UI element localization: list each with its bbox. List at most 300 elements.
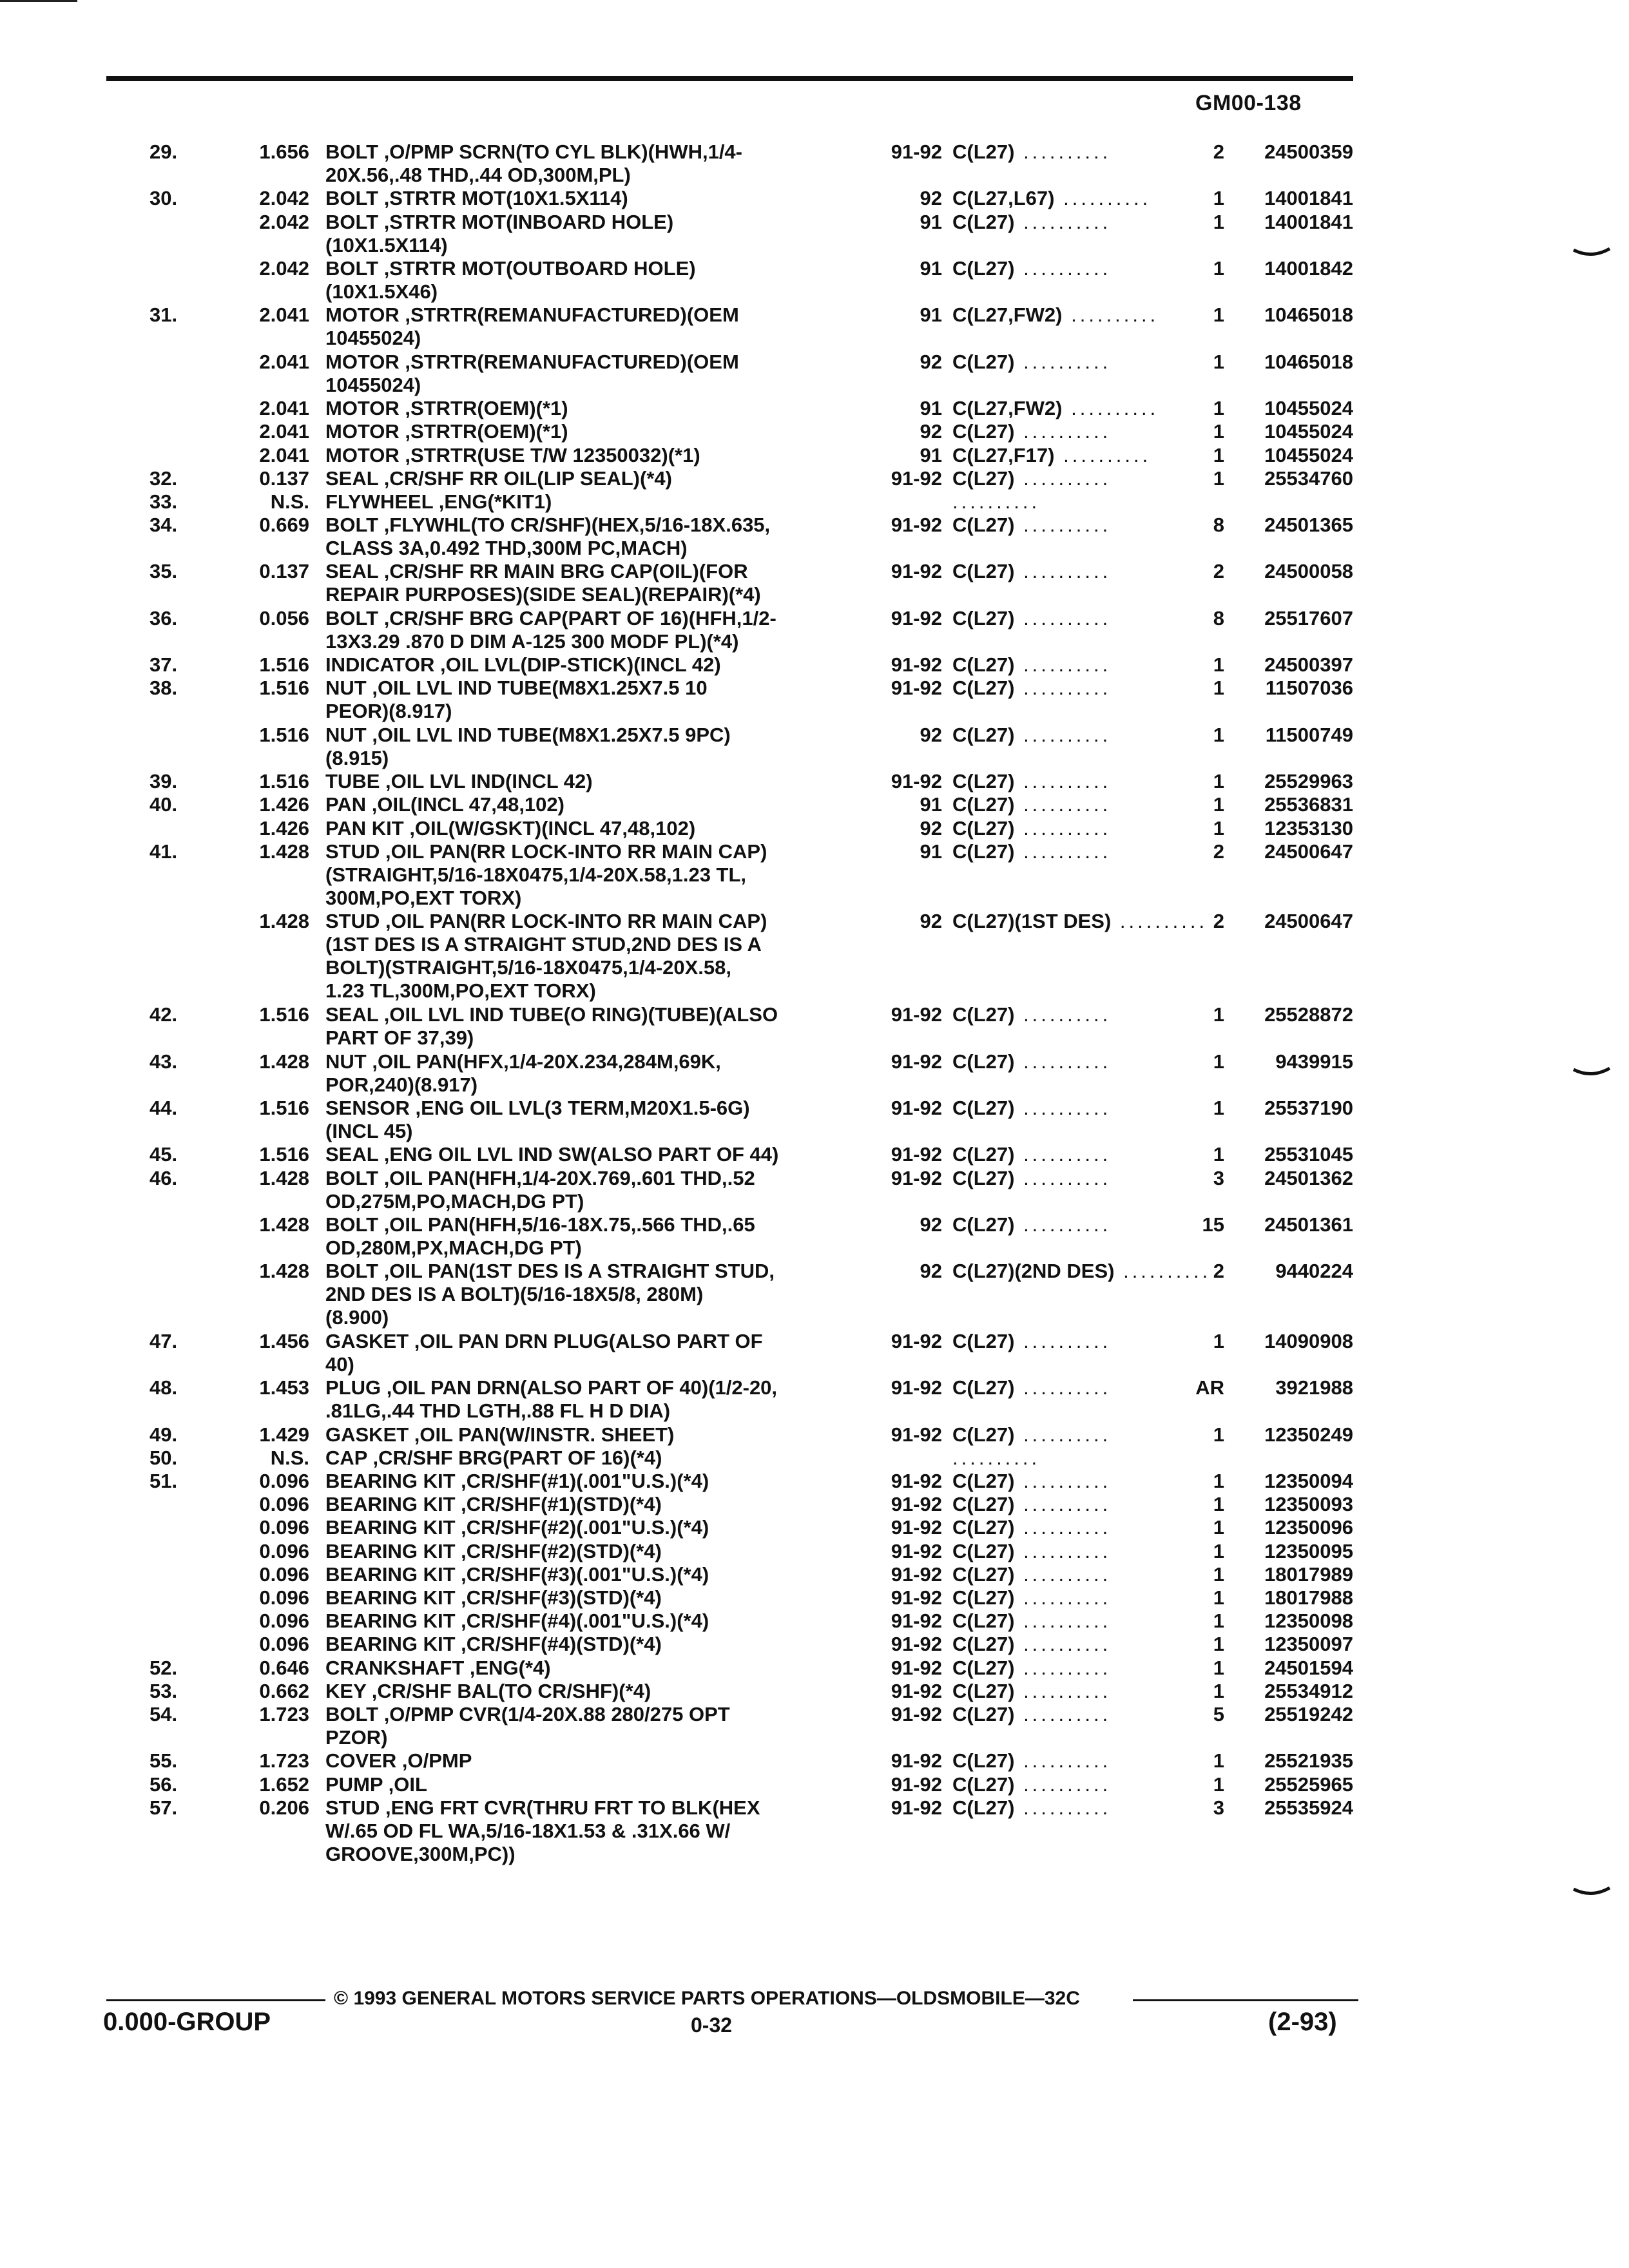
body-code — [952, 1493, 1111, 1516]
leader-dots: .......... — [1014, 1679, 1112, 1702]
body-code-text: C(L27,L67) — [952, 187, 1055, 210]
part-name: TUBE — [325, 770, 380, 793]
part-number: 24500058 — [1264, 560, 1353, 583]
body-code-text: C(L27) — [952, 1656, 1015, 1679]
body-code — [952, 1143, 1111, 1166]
group-number: 1.428 — [259, 910, 309, 933]
part-row — [0, 817, 1629, 840]
part-row — [0, 1143, 1629, 1166]
leader-dots: .......... — [1014, 1516, 1112, 1539]
part-detail: ,ENG(*4) — [464, 1656, 551, 1679]
part-number: 25528872 — [1264, 1003, 1353, 1026]
part-number: 25521935 — [1264, 1749, 1353, 1773]
model-year: 91-92 — [891, 1796, 942, 1819]
group-number: 1.516 — [259, 653, 309, 677]
body-code — [952, 1003, 1111, 1026]
body-code — [952, 1470, 1111, 1493]
part-detail: ,CR/SHF RR MAIN BRG CAP(OIL)(FOR — [378, 560, 748, 583]
part-detail: ,OIL PAN DRN(ALSO PART OF 40)(1/2-20, — [381, 1376, 778, 1399]
quantity: 1 — [1213, 256, 1224, 280]
part-name: MOTOR — [325, 303, 400, 327]
part-row — [0, 1540, 1629, 1563]
leader-dots: .......... — [1014, 1796, 1112, 1819]
model-year: 91-92 — [891, 1003, 942, 1026]
quantity: 2 — [1213, 910, 1224, 933]
body-code — [952, 1586, 1111, 1610]
part-description — [325, 467, 860, 490]
body-code — [952, 770, 1111, 793]
part-row — [0, 351, 1629, 397]
part-detail: ,OIL PAN(W/INSTR. SHEET) — [409, 1423, 675, 1446]
leader-dots: .......... — [1014, 1096, 1112, 1119]
ref-number: 53. — [149, 1679, 178, 1702]
part-number: 25519242 — [1264, 1702, 1353, 1725]
part-number: 18017988 — [1264, 1586, 1353, 1609]
part-number: 25534912 — [1264, 1679, 1353, 1702]
model-year: 91-92 — [891, 1749, 942, 1773]
group-number: 0.206 — [259, 1796, 309, 1819]
part-detail-continued: (10X1.5X46) — [325, 280, 438, 303]
body-code-text: C(L27) — [952, 350, 1015, 373]
part-description — [325, 1633, 860, 1656]
body-code-text: C(L27) — [952, 1096, 1015, 1119]
body-code-text: C(L27,F17) — [952, 443, 1055, 466]
model-year: 91-92 — [891, 140, 942, 163]
quantity: 1 — [1213, 1562, 1224, 1586]
part-detail: ,OIL(INCL 47,48,102) — [366, 793, 564, 816]
group-number: 0.096 — [259, 1610, 309, 1633]
part-row — [0, 1633, 1629, 1656]
part-name: BEARING KIT — [325, 1562, 456, 1586]
part-row — [0, 444, 1629, 467]
part-description — [325, 1143, 860, 1166]
leader-dots: .......... — [1014, 653, 1112, 677]
body-code — [952, 1516, 1111, 1539]
quantity: 1 — [1213, 770, 1224, 793]
quantity: 1 — [1213, 303, 1224, 327]
part-number: 10465018 — [1264, 303, 1353, 327]
part-detail-continued: (1ST DES IS A STRAIGHT STUD,2ND DES IS A — [325, 933, 762, 956]
quantity: 1 — [1213, 1329, 1224, 1352]
quantity: 1 — [1213, 350, 1224, 373]
body-code — [952, 1167, 1111, 1190]
group-number: 1.456 — [259, 1329, 309, 1352]
group-number: 1.652 — [259, 1773, 309, 1796]
group-number: 2.041 — [259, 397, 309, 420]
part-detail: ,O/PMP CVR(1/4-20X.88 280/275 OPT — [378, 1702, 730, 1725]
copyright-line: © 1993 GENERAL MOTORS SERVICE PARTS OPERATIONS—OLDSMOBILE—32C — [334, 1988, 1080, 2009]
leader-dots: .......... — [1014, 677, 1112, 700]
leader-dots: .......... — [1014, 1423, 1112, 1446]
group-label: 0.000-GROUP — [103, 2008, 271, 2036]
part-detail: ,CR/SHF(#1)(.001"U.S.)(*4) — [455, 1470, 709, 1493]
part-row — [0, 724, 1629, 770]
group-number: 0.096 — [259, 1539, 309, 1562]
part-detail: ,STRTR MOT(OUTBOARD HOLE) — [378, 256, 696, 280]
part-name: MOTOR — [325, 443, 400, 466]
group-number: 0.056 — [259, 606, 309, 629]
part-number: 9440224 — [1275, 1260, 1353, 1283]
leader-dots: .......... — [1062, 303, 1159, 327]
group-number: 0.096 — [259, 1633, 309, 1656]
group-number: 2.041 — [259, 303, 309, 327]
quantity: 1 — [1213, 816, 1224, 840]
body-code — [952, 677, 1111, 700]
part-detail: ,ENG OIL LVL(3 TERM,M20X1.5-6G) — [409, 1096, 750, 1119]
leader-dots: .......... — [1062, 397, 1159, 420]
part-number: 12350249 — [1264, 1423, 1353, 1446]
body-code — [952, 1540, 1111, 1563]
part-detail: ,ENG OIL LVL IND SW(ALSO PART OF 44) — [378, 1143, 779, 1166]
part-detail-continued: BOLT)(STRAIGHT,5/16-18X0475,1/4-20X.58, — [325, 956, 732, 979]
part-number: 10455024 — [1264, 397, 1353, 420]
part-detail: ,FLYWHL(TO CR/SHF)(HEX,5/16-18X.635, — [378, 514, 771, 537]
quantity: 1 — [1213, 1610, 1224, 1633]
part-description — [325, 1563, 860, 1586]
body-code — [952, 560, 1111, 583]
part-name: BOLT — [325, 514, 379, 537]
part-row — [0, 1446, 1629, 1470]
part-name: CAP — [325, 1446, 367, 1469]
leader-dots: .......... — [1014, 140, 1112, 163]
body-code — [952, 514, 1111, 537]
leader-dots: .......... — [1014, 1539, 1112, 1562]
model-year: 91-92 — [891, 1376, 942, 1399]
body-code — [952, 444, 1151, 467]
ref-number: 35. — [149, 560, 178, 583]
part-row — [0, 1050, 1629, 1097]
body-code — [952, 1213, 1111, 1236]
body-code — [952, 1703, 1111, 1726]
ref-number: 56. — [149, 1773, 178, 1796]
part-row — [0, 1330, 1629, 1376]
part-number: 9439915 — [1275, 1050, 1353, 1073]
part-description — [325, 444, 860, 467]
body-code — [952, 1097, 1111, 1120]
part-number: 25536831 — [1264, 793, 1353, 816]
part-description — [325, 397, 860, 420]
model-year: 92 — [920, 910, 942, 933]
part-row — [0, 793, 1629, 816]
part-detail: ,OIL PAN(1ST DES IS A STRAIGHT STUD, — [378, 1260, 775, 1283]
body-code — [952, 653, 1111, 677]
part-row — [0, 1213, 1629, 1260]
part-detail-continued: OD,280M,PX,MACH,DG PT) — [325, 1236, 582, 1259]
part-number: 11507036 — [1265, 677, 1353, 700]
part-description — [325, 724, 860, 770]
part-number: 14001841 — [1264, 210, 1353, 233]
part-row — [0, 140, 1629, 187]
model-year: 91-92 — [891, 1516, 942, 1539]
body-code-text: C(L27) — [952, 723, 1015, 746]
part-name: SEAL — [325, 466, 379, 490]
part-row — [0, 1749, 1629, 1773]
part-row — [0, 1423, 1629, 1446]
model-year: 91-92 — [891, 1096, 942, 1119]
part-description — [325, 514, 860, 560]
part-row — [0, 420, 1629, 443]
body-code — [952, 467, 1111, 490]
body-code — [952, 724, 1111, 747]
part-row — [0, 840, 1629, 910]
part-description — [325, 1703, 860, 1749]
group-number: 1.516 — [259, 1003, 309, 1026]
part-description — [325, 607, 860, 653]
part-detail: ,O/PMP — [396, 1749, 472, 1773]
part-description — [325, 1330, 860, 1376]
group-number: 1.656 — [259, 140, 309, 163]
part-row — [0, 560, 1629, 606]
group-number: 0.669 — [259, 514, 309, 537]
part-description — [325, 420, 860, 443]
quantity: 1 — [1213, 1656, 1224, 1679]
part-detail: ,OIL LVL IND TUBE(M8X1.25X7.5 10 — [366, 677, 708, 700]
part-detail: ,CR/SHF(#3)(.001"U.S.)(*4) — [455, 1562, 709, 1586]
part-description — [325, 1260, 860, 1329]
group-number: 2.042 — [259, 256, 309, 280]
part-description — [325, 770, 860, 793]
body-code-text: C(L27) — [952, 1470, 1015, 1493]
part-description — [325, 351, 860, 397]
part-description — [325, 303, 860, 350]
group-number: 0.096 — [259, 1470, 309, 1493]
part-row — [0, 490, 1629, 514]
group-number: 0.096 — [259, 1562, 309, 1586]
leader-dots: .......... — [1014, 1143, 1112, 1166]
quantity: 1 — [1213, 210, 1224, 233]
part-number: 14001841 — [1264, 187, 1353, 210]
part-detail-continued: (8.915) — [325, 746, 389, 769]
part-description — [325, 1213, 860, 1260]
part-detail: ,ENG(*KIT1) — [433, 490, 552, 513]
part-number: 12350096 — [1264, 1516, 1353, 1539]
part-detail-continued: W/.65 OD FL WA,5/16-18X1.53 & .31X.66 W/ — [325, 1819, 731, 1842]
ref-number: 44. — [149, 1096, 178, 1119]
model-year: 91 — [920, 443, 942, 466]
leader-dots: .......... — [952, 1446, 1041, 1469]
body-code-text: C(L27) — [952, 1679, 1015, 1702]
part-detail: ,CR/SHF RR OIL(LIP SEAL)(*4) — [378, 466, 672, 490]
body-code — [952, 303, 1159, 327]
part-detail: ,STRTR MOT(10X1.5X114) — [378, 187, 628, 210]
quantity: 1 — [1213, 1423, 1224, 1446]
leader-dots: .......... — [952, 490, 1041, 513]
quantity: 3 — [1213, 1796, 1224, 1819]
body-code-text: C(L27) — [952, 420, 1015, 443]
leader-dots: .......... — [1014, 466, 1112, 490]
part-row — [0, 1376, 1629, 1423]
body-code — [952, 211, 1111, 234]
part-number: 24500397 — [1264, 653, 1353, 677]
parts-list — [0, 140, 1629, 1866]
model-year: 91-92 — [891, 1633, 942, 1656]
part-detail-continued: PART OF 37,39) — [325, 1026, 474, 1050]
quantity: 1 — [1213, 443, 1224, 466]
part-name: BOLT — [325, 1213, 379, 1236]
quantity: 1 — [1213, 793, 1224, 816]
ref-number: 29. — [149, 140, 178, 163]
part-detail-continued: GROOVE,300M,PC)) — [325, 1842, 516, 1865]
body-code-text: C(L27) — [952, 560, 1015, 583]
ref-number: 55. — [149, 1749, 178, 1773]
punch-mark — [1572, 247, 1611, 260]
body-code — [952, 1376, 1111, 1399]
body-code — [952, 1749, 1111, 1773]
part-detail-continued: 40) — [325, 1352, 354, 1376]
part-number: 12350093 — [1264, 1493, 1353, 1516]
leader-dots: .......... — [1014, 723, 1112, 746]
part-detail-continued: PZOR) — [325, 1725, 388, 1749]
part-detail: ,OIL PAN(HFH,5/16-18X.75,.566 THD,.65 — [378, 1213, 755, 1236]
group-number: 1.426 — [259, 793, 309, 816]
group-number: 0.662 — [259, 1679, 309, 1702]
ref-number: 32. — [149, 466, 178, 490]
group-number: 0.096 — [259, 1493, 309, 1516]
part-number: 11500749 — [1265, 723, 1353, 746]
model-year: 91-92 — [891, 653, 942, 677]
leader-dots: .......... — [1014, 420, 1112, 443]
part-name: BEARING KIT — [325, 1493, 456, 1516]
quantity: 1 — [1213, 1539, 1224, 1562]
part-name: NUT — [325, 1050, 367, 1073]
body-code — [952, 1563, 1111, 1586]
model-year: 91-92 — [891, 606, 942, 629]
ref-number: 52. — [149, 1656, 178, 1679]
group-number: 1.516 — [259, 770, 309, 793]
quantity: 1 — [1213, 1679, 1224, 1702]
group-number: 0.137 — [259, 466, 309, 490]
part-row — [0, 1167, 1629, 1213]
quantity: 1 — [1213, 187, 1224, 210]
leader-dots: .......... — [1014, 560, 1112, 583]
quantity: 2 — [1213, 840, 1224, 863]
part-name: BOLT — [325, 256, 379, 280]
model-year: 91-92 — [891, 770, 942, 793]
part-number: 12350095 — [1264, 1539, 1353, 1562]
part-name: PLUG — [325, 1376, 381, 1399]
quantity: 15 — [1202, 1213, 1224, 1236]
quantity: 1 — [1213, 1749, 1224, 1773]
leader-dots: .......... — [1014, 350, 1112, 373]
part-description — [325, 677, 860, 723]
part-name: SEAL — [325, 1003, 379, 1026]
body-code-text: C(L27) — [952, 653, 1015, 677]
part-detail: ,CR/SHF(#4)(.001"U.S.)(*4) — [455, 1610, 709, 1633]
part-name: CRANKSHAFT — [325, 1656, 465, 1679]
part-detail-continued: 10455024) — [325, 327, 421, 350]
part-detail-continued: 10455024) — [325, 373, 421, 396]
part-detail-continued: .81LG,.44 THD LGTH,.88 FL H D DIA) — [325, 1399, 671, 1423]
part-name: PAN KIT — [325, 816, 404, 840]
quantity: 1 — [1213, 1096, 1224, 1119]
ref-number: 45. — [149, 1143, 178, 1166]
part-name: BOLT — [325, 187, 379, 210]
leader-dots: .......... — [1054, 187, 1152, 210]
model-year: 92 — [920, 187, 942, 210]
group-number: 1.516 — [259, 1143, 309, 1166]
body-code-text: C(L27)(2ND DES) — [952, 1260, 1115, 1283]
body-code-text: C(L27) — [952, 677, 1015, 700]
part-description — [325, 1423, 860, 1446]
part-detail: ,CR/SHF(#1)(STD)(*4) — [455, 1493, 662, 1516]
quantity: 8 — [1213, 606, 1224, 629]
part-detail: ,OIL LVL IND TUBE(O RING)(TUBE)(ALSO — [378, 1003, 778, 1026]
part-number: 12353130 — [1264, 816, 1353, 840]
part-row — [0, 1470, 1629, 1493]
part-description — [325, 490, 860, 514]
part-row — [0, 1003, 1629, 1050]
leader-dots: .......... — [1014, 1493, 1112, 1516]
top-rule — [106, 76, 1353, 81]
ref-number: 36. — [149, 606, 178, 629]
part-name: FLYWHEEL — [325, 490, 434, 513]
part-detail-continued: (INCL 45) — [325, 1119, 413, 1142]
group-number: 2.041 — [259, 350, 309, 373]
part-detail: ,OIL LVL(DIP-STICK)(INCL 42) — [434, 653, 721, 677]
body-code — [952, 140, 1111, 164]
group-number: 2.042 — [259, 210, 309, 233]
footer-rule-right — [1133, 1999, 1358, 2001]
punch-mark — [1572, 1887, 1611, 1899]
part-detail: ,OIL PAN DRN PLUG(ALSO PART OF — [409, 1329, 763, 1352]
ref-number: 51. — [149, 1470, 178, 1493]
part-name: STUD — [325, 1796, 380, 1819]
body-code-text: C(L27) — [952, 1003, 1015, 1026]
quantity: 1 — [1213, 397, 1224, 420]
quantity: 1 — [1213, 1633, 1224, 1656]
part-description — [325, 1610, 860, 1633]
part-number: 25529963 — [1264, 770, 1353, 793]
part-description — [325, 1680, 860, 1703]
body-code — [952, 1260, 1211, 1283]
part-detail: ,ENG FRT CVR(THRU FRT TO BLK(HEX — [380, 1796, 760, 1819]
part-name: SEAL — [325, 1143, 379, 1166]
body-code — [952, 187, 1151, 210]
part-row — [0, 1097, 1629, 1143]
ref-number: 50. — [149, 1446, 178, 1469]
leader-dots: .......... — [1014, 1773, 1112, 1796]
part-detail: ,CR/SHF BRG(PART OF 16)(*4) — [367, 1446, 662, 1469]
body-code-text: C(L27) — [952, 816, 1015, 840]
part-description — [325, 817, 860, 840]
part-detail: ,STRTR(USE T/W 12350032)(*1) — [399, 443, 700, 466]
body-code-text: C(L27) — [952, 1329, 1015, 1352]
body-code-text: C(L27) — [952, 840, 1015, 863]
part-description — [325, 1749, 860, 1773]
part-row — [0, 397, 1629, 420]
leader-dots: .......... — [1014, 1633, 1112, 1656]
footer-rule-left — [106, 1999, 325, 2001]
body-code-text: C(L27) — [952, 466, 1015, 490]
part-description — [325, 140, 860, 187]
part-number: 3921988 — [1275, 1376, 1353, 1399]
model-year: 92 — [920, 350, 942, 373]
ref-number: 42. — [149, 1003, 178, 1026]
body-code — [952, 1610, 1111, 1633]
model-year: 91-92 — [891, 1423, 942, 1446]
group-number: 1.723 — [259, 1749, 309, 1773]
part-detail: ,O/PMP SCRN(TO CYL BLK)(HWH,1/4- — [378, 140, 742, 163]
part-row — [0, 211, 1629, 257]
part-row — [0, 1563, 1629, 1586]
body-code — [952, 840, 1111, 863]
part-name: BEARING KIT — [325, 1586, 456, 1609]
part-row — [0, 257, 1629, 303]
group-number: 1.428 — [259, 1213, 309, 1236]
ref-number: 49. — [149, 1423, 178, 1446]
leader-dots: .......... — [1014, 210, 1112, 233]
part-detail-continued: 20X.56,.48 THD,.44 OD,300M,PL) — [325, 164, 631, 186]
